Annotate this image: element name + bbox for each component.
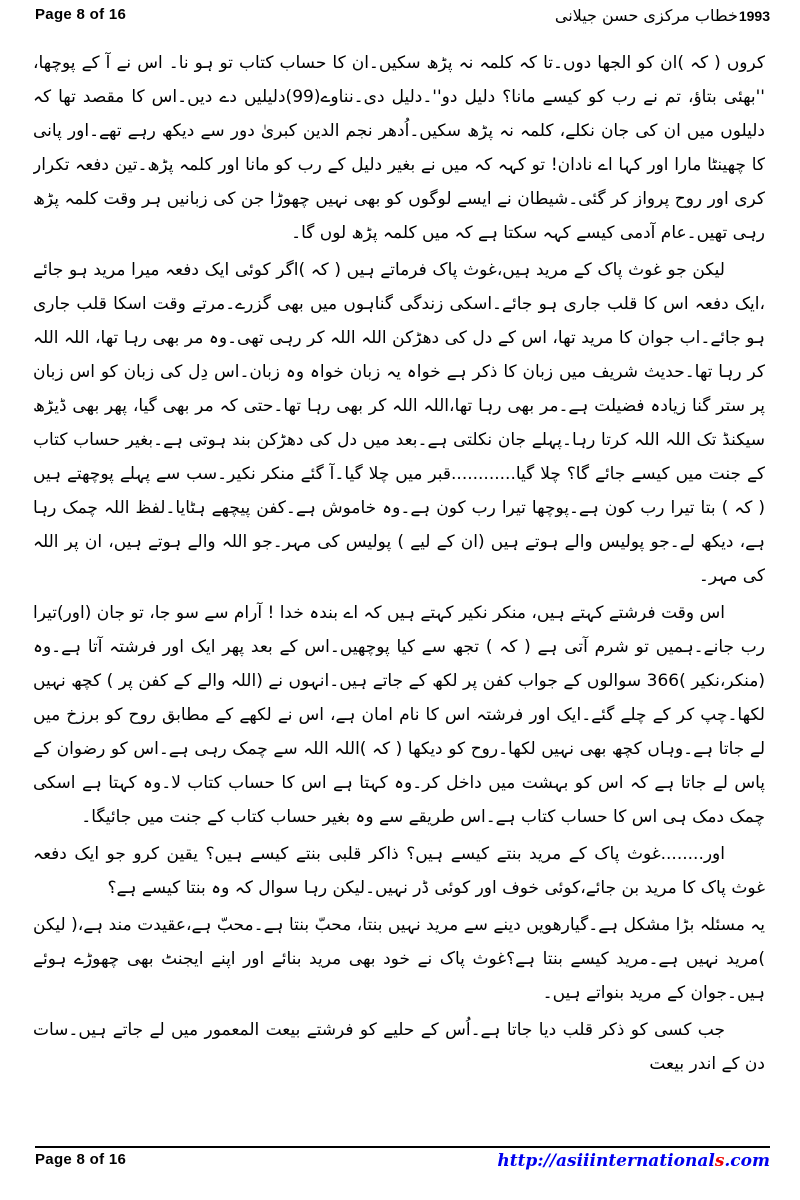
page-header [35, 6, 770, 25]
footer-url-suffix: .com [724, 1151, 770, 1171]
footer-url-prefix: http://asiiinternational [497, 1151, 715, 1171]
header-title-urdu: خطاب مرکزی حسن جیلانی [554, 6, 738, 25]
footer-page-number: Page 8 of 16 [35, 1151, 127, 1168]
header-page-number: Page 8 of 16 [35, 6, 127, 23]
body-paragraph: اس وقت فرشتے کہتے ہیں، منکر نکیر کہتے ہیں کہ اے بندہ خدا ! آرام سے سو جا، تو جان (اور)تیرا رب جانے۔ہمیں تو شرم آتی ہے ( کہ ) تجھ سے کیا پوچھیں۔اس کے بعد پھر ایک اور فرشتہ آتا ہے۔وہ (منکر،نکیر )366 سوالوں کے جواب کفن پر لکھ کے جاتے ہیں۔انہوں نے (اللہ والے کے کفن پر ) کچھ نہیں لکھا۔چپ کر کے چلے گئے۔ایک اور فرشتہ اس کا نام امان ہے، اس نے لکھے کے مطابق روح کو برزخ میں لے جاتا ہے۔وہاں کچھ بھی نہیں لکھا۔روح کو دیکھا ( کہ )اللہ اللہ سے چمک رہی ہے۔اس کو رضوان کے پاس لے جاتا ہے کہ اس کو بہشت میں داخل کر۔وہ کہتا ہے اس کا حساب کتاب لا۔وہ کہتا ہے اسکی چمک دمک ہی اس کا حساب کتاب ہے۔اس طریقے سے وہ بغیر حساب کتاب کے جنت میں جائیگا۔ [33, 603, 765, 827]
body-paragraph: یہ مسئلہ بڑا مشکل ہے۔گیارھویں دینے سے مرید نہیں بنتا، محبّ بنتا ہے۔محبّ ہے،عقیدت مند ہے،( لیکن )مرید نہیں ہے۔مرید کیسے بنتا ہے؟غوث پاک نے خود بھی مرید بنائے اور اپنے ایجنٹ بھی چھوڑے ہوئے ہیں۔جوان کے مرید بنواتے ہیں۔ [33, 915, 765, 1003]
header-title [555, 6, 770, 25]
footer-url-link[interactable] [497, 1151, 770, 1171]
document-body [33, 46, 765, 1142]
footer-url-highlight: s [714, 1151, 725, 1171]
header-title-year: 1993 [738, 8, 770, 24]
body-paragraph: اور........غوث پاک کے مرید بنتے کیسے ہیں؟ ذاکر قلبی بنتے کیسے ہیں؟ یقین کرو جو ایک دفعہ غوث پاک کا مرید بن جائے،کوئی خوف اور کوئی ڈر نہیں۔لیکن رہا سوال کہ وہ بنتا کیسے ہے؟ [33, 844, 765, 898]
page-footer [35, 1146, 770, 1171]
body-paragraph: کروں ( کہ )ان کو الجھا دوں۔تا کہ کلمہ نہ پڑھ سکیں۔ان کا حساب کتاب تو ہو نا۔ اس نے آ کے پوچھا، ''بھئی بتاؤ، تم نے رب کو کیسے مانا؟ دلیل دو''۔دلیل دی۔نناوے(99)دلیلیں دے دیں۔اس کا مقصد تھا کہ دلیلوں میں ان کی جان نکلے، کلمہ نہ پڑھ سکیں۔اُدھر نجم الدین کبریٰ دور سے دیکھ رہے تھے۔اور پانی کا چھینٹا مارا اور کہا اے نادان! تو کہہ کہ میں نے بغیر دلیل کے رب کو مانا اور کلمہ پڑھ۔تین دفعہ تکرار کری اور روح پرواز کر گئی۔شیطان نے ایسے لوگوں کو بھی نہیں چھوڑا جن کی زبانیں ہر وقت کلمہ پڑھ رہی تھیں۔عام آدمی کیسے کہہ سکتا ہے کہ میں کلمہ پڑھ لوں گا۔ [33, 53, 765, 243]
body-paragraph: لیکن جو غوث پاک کے مرید ہیں،غوث پاک فرماتے ہیں ( کہ )اگر کوئی ایک دفعہ میرا مرید ہو جائے ،ایک دفعہ اس کا قلب جاری ہو جائے۔اسکی زندگی گناہوں میں بھی گزرے۔مرتے وقت اسکا قلب جاری ہو جائے۔اب جوان کا مرید تھا، اس کے دل کی دھڑکن اللہ اللہ کر رہی تھی۔وہ مر بھی رہا تھا، اللہ اللہ کر رہا تھا۔حدیث شریف میں زبان کا ذکر ہے خواہ یہ زبان خواہ وہ زبان۔اس دِل کی زبان کو اس زبان پر ستر گنا زیادہ فضیلت ہے۔مر بھی رہا تھا،اللہ اللہ کر بھی رہا تھا۔حتی کہ مر بھی گیا، پھر بھی ڈیڑھ سیکنڈ تک اللہ اللہ کرتا رہا۔پہلے جان نکلتی ہے۔بعد میں دل کی دھڑکن بند ہوتی ہے۔بغیر حساب کتاب کے جنت میں کیسے جائے گا؟ چلا گیا............قبر میں چلا گیا۔آ گئے منکر نکیر۔سب سے پہلے پوچھتے ہیں ( کہ ) بتا تیرا رب کون ہے۔پوچھا تیرا رب کون ہے۔وہ خاموش ہے۔کفن پیچھے ہٹایا۔لفظ اللہ چمک رہا ہے، دیکھ لے۔جو پولیس والے ہوتے ہیں (ان کے لیے ) پولیس کی مہر۔جو اللہ والے ہوتے ہیں، ان پر اللہ کی مہر۔ [33, 260, 765, 586]
body-paragraph: جب کسی کو ذکر قلب دیا جاتا ہے۔اُس کے حلیے کو فرشتے بیعت المعمور میں لے جاتے ہیں۔سات دن کے اندر بیعت [33, 1020, 765, 1074]
